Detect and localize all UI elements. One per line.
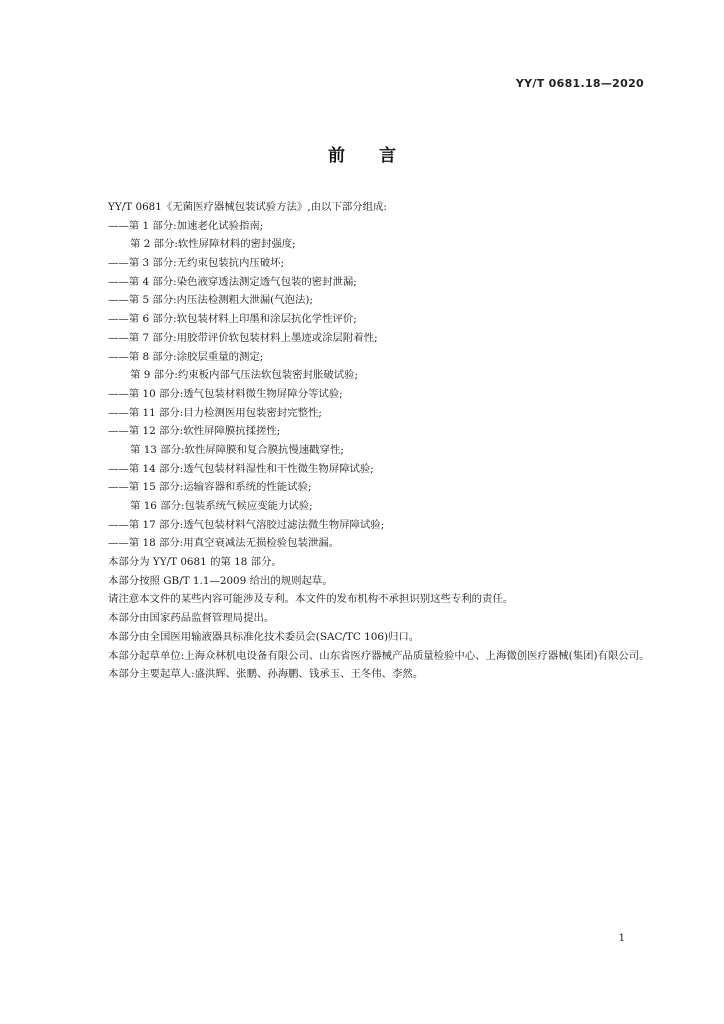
list-dash: —— [108, 294, 129, 307]
list-item-text: 第 14 部分:透气包装材料湿性和干性微生物屏障试验; [128, 462, 374, 475]
list-item-text: 第 8 部分:涂胶层重量的测定; [128, 350, 264, 363]
list-item [108, 516, 653, 535]
list-item-text: 第 6 部分:软包装材料上印墨和涂层抗化学性评价; [128, 313, 357, 326]
list-item [108, 329, 653, 348]
list-item [108, 441, 653, 460]
list-item [108, 404, 653, 423]
list-item [108, 291, 653, 310]
foreword-body [108, 198, 653, 684]
list-item-text: 第 15 部分:运输容器和系统的性能试验; [128, 481, 312, 494]
list-item-text: 第 12 部分:软性屏障膜抗揉搓性; [128, 425, 281, 438]
list-dash: —— [108, 331, 129, 344]
list-item-text: 第 3 部分:无约束包装抗内压破坏; [128, 257, 285, 270]
list-item-text: 第 17 部分:透气包装材料气溶胶过滤法微生物屏障试验; [128, 518, 385, 531]
list-item-text: 第 16 部分:包装系统气候应变能力试验; [130, 500, 313, 512]
list-item [108, 422, 653, 441]
list-item [108, 348, 653, 367]
list-dash: —— [108, 350, 129, 363]
list-item [108, 497, 653, 516]
list-item [108, 217, 653, 236]
list-dash: —— [108, 406, 129, 419]
page-title: 前言 [328, 146, 430, 166]
list-item-text: 第 9 部分:约束板内部气压法软包装密封胀破试验; [130, 369, 359, 382]
drafting-units-paragraph: 本部分起草单位:上海众林机电设备有限公司、山东省医疗器械产品质量检验中心、上海微创医疗器械(集团)有限公司。 [108, 649, 650, 662]
list-item-text: 第 18 部分:用真空衰减法无损检验包装泄漏。 [128, 537, 340, 550]
list-item [108, 235, 653, 254]
paragraph: 请注意本文件的某些内容可能涉及专利。本文件的发布机构不承担识别这些专利的责任。 [108, 593, 514, 606]
list-dash: —— [108, 387, 129, 400]
list-item [108, 273, 653, 292]
list-item [108, 310, 653, 329]
list-item-text: 第 7 部分:用胶带评价软包装材料上墨迹或涂层附着性; [128, 331, 378, 344]
list-item-text: 第 1 部分:加速老化试验指南; [128, 219, 264, 232]
list-dash: —— [108, 462, 129, 475]
list-item-text: 第 4 部分:染色液穿透法测定透气包装的密封泄漏; [128, 275, 357, 288]
list-dash: —— [108, 537, 129, 550]
document-code: YY/T 0681.18—2020 [515, 77, 644, 90]
list-dash: —— [108, 313, 129, 326]
list-dash: —— [108, 518, 129, 531]
list-item-text: 第 2 部分:软性屏障材料的密封强度; [130, 238, 296, 251]
drafters-paragraph: 本部分主要起草人:盛洪辉、张鹏、孙海鹏、钱承玉、王冬伟、李然。 [108, 668, 424, 681]
list-item [108, 254, 653, 273]
paragraph: 本部分按照 GB/T 1.1—2009 给出的规则起草。 [108, 574, 333, 587]
list-dash: —— [108, 481, 129, 494]
list-dash: —— [108, 219, 129, 232]
list-item-text: 第 5 部分:内压法检测粗大泄漏(气泡法); [128, 294, 313, 307]
list-dash: —— [108, 257, 129, 270]
page-number: 1 [618, 933, 625, 944]
list-item-text: 第 13 部分:软性屏障膜和复合膜抗慢速戳穿性; [130, 443, 344, 456]
list-item [108, 478, 653, 497]
paragraph: 本部分由国家药品监督管理局提出。 [108, 612, 275, 625]
paragraph: 本部分为 YY/T 0681 的第 18 部分。 [108, 556, 282, 569]
list-item-text: 第 11 部分:目力检测医用包装密封完整性; [128, 406, 322, 419]
list-dash: —— [108, 275, 129, 288]
list-item-text: 第 10 部分:透气包装材料微生物屏障分等试验; [128, 387, 343, 400]
list-dash: —— [108, 425, 129, 438]
intro-line: YY/T 0681《无菌医疗器械包装试验方法》,由以下部分组成: [108, 201, 387, 213]
paragraph: 本部分由全国医用输液器具标准化技术委员会(SAC/TC 106)归口。 [108, 630, 420, 643]
parts-list [108, 217, 653, 553]
list-item [108, 534, 653, 553]
list-item [108, 366, 653, 385]
list-item [108, 385, 653, 404]
list-item [108, 460, 653, 479]
